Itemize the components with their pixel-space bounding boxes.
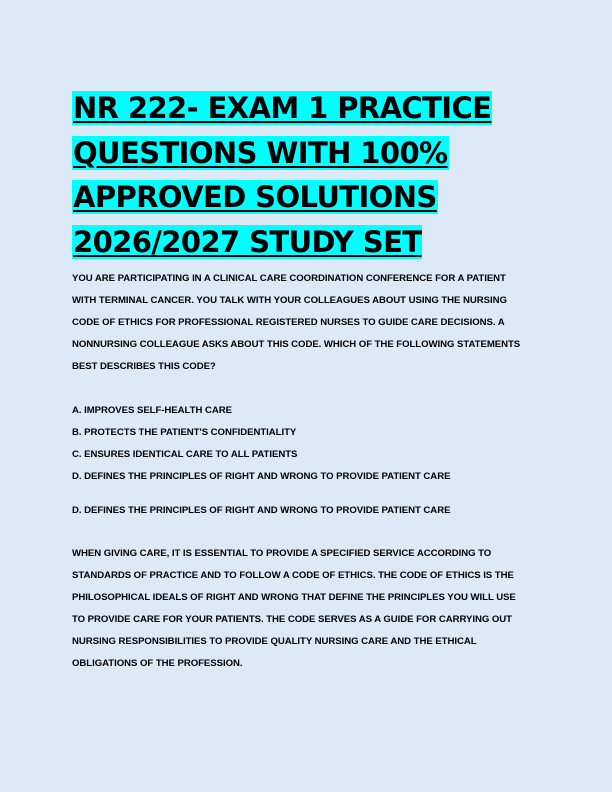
option-b: B. PROTECTS THE PATIENT'S CONFIDENTIALITY [72, 427, 297, 438]
rationale-line: STANDARDS OF PRACTICE AND TO FOLLOW A CODE OF ETHICS. THE CODE OF ETHICS IS THE [72, 570, 514, 581]
question-line: BEST DESCRIBES THIS CODE? [72, 361, 216, 372]
question-line: NONNURSING COLLEAGUE ASKS ABOUT THIS CODE. WHICH OF THE FOLLOWING STATEMENTS [72, 339, 521, 350]
document-title [72, 86, 542, 264]
correct-answer [72, 500, 542, 522]
answer-line: D. DEFINES THE PRINCIPLES OF RIGHT AND WRONG TO PROVIDE PATIENT CARE [72, 505, 451, 516]
question-text [72, 268, 542, 378]
rationale-line: NURSING RESPONSIBILITIES TO PROVIDE QUALITY NURSING CARE AND THE ETHICAL [72, 636, 477, 647]
question-line: CODE OF ETHICS FOR PROFESSIONAL REGISTERED NURSES TO GUIDE CARE DECISIONS. A [72, 317, 505, 328]
title-line: QUESTIONS WITH 100% [73, 135, 448, 170]
answer-options [72, 400, 542, 488]
title-line: NR 222- EXAM 1 PRACTICE [73, 91, 492, 125]
option-c: C. ENSURES IDENTICAL CARE TO ALL PATIENTS [72, 449, 298, 460]
title-line: 2026/2027 STUDY SET [73, 224, 422, 259]
question-line: WITH TERMINAL CANCER. YOU TALK WITH YOUR COLLEAGUES ABOUT USING THE NURSING [72, 295, 507, 306]
rationale-line: WHEN GIVING CARE, IT IS ESSENTIAL TO PROVIDE A SPECIFIED SERVICE ACCORDING TO [72, 548, 492, 559]
option-a: A. IMPROVES SELF-HEALTH CARE [72, 405, 232, 416]
rationale-line: OBLIGATIONS OF THE PROFESSION. [72, 658, 243, 669]
rationale-line: TO PROVIDE CARE FOR YOUR PATIENTS. THE CODE SERVES AS A GUIDE FOR CARRYING OUT [72, 614, 512, 625]
rationale-line: PHILOSOPHICAL IDEALS OF RIGHT AND WRONG THAT DEFINE THE PRINCIPLES YOU WILL USE [72, 592, 516, 603]
title-line: APPROVED SOLUTIONS [73, 180, 437, 214]
question-line: YOU ARE PARTICIPATING IN A CLINICAL CARE COORDINATION CONFERENCE FOR A PATIENT [72, 273, 506, 284]
option-d: D. DEFINES THE PRINCIPLES OF RIGHT AND WRONG TO PROVIDE PATIENT CARE [72, 471, 451, 482]
rationale-text [72, 543, 542, 675]
